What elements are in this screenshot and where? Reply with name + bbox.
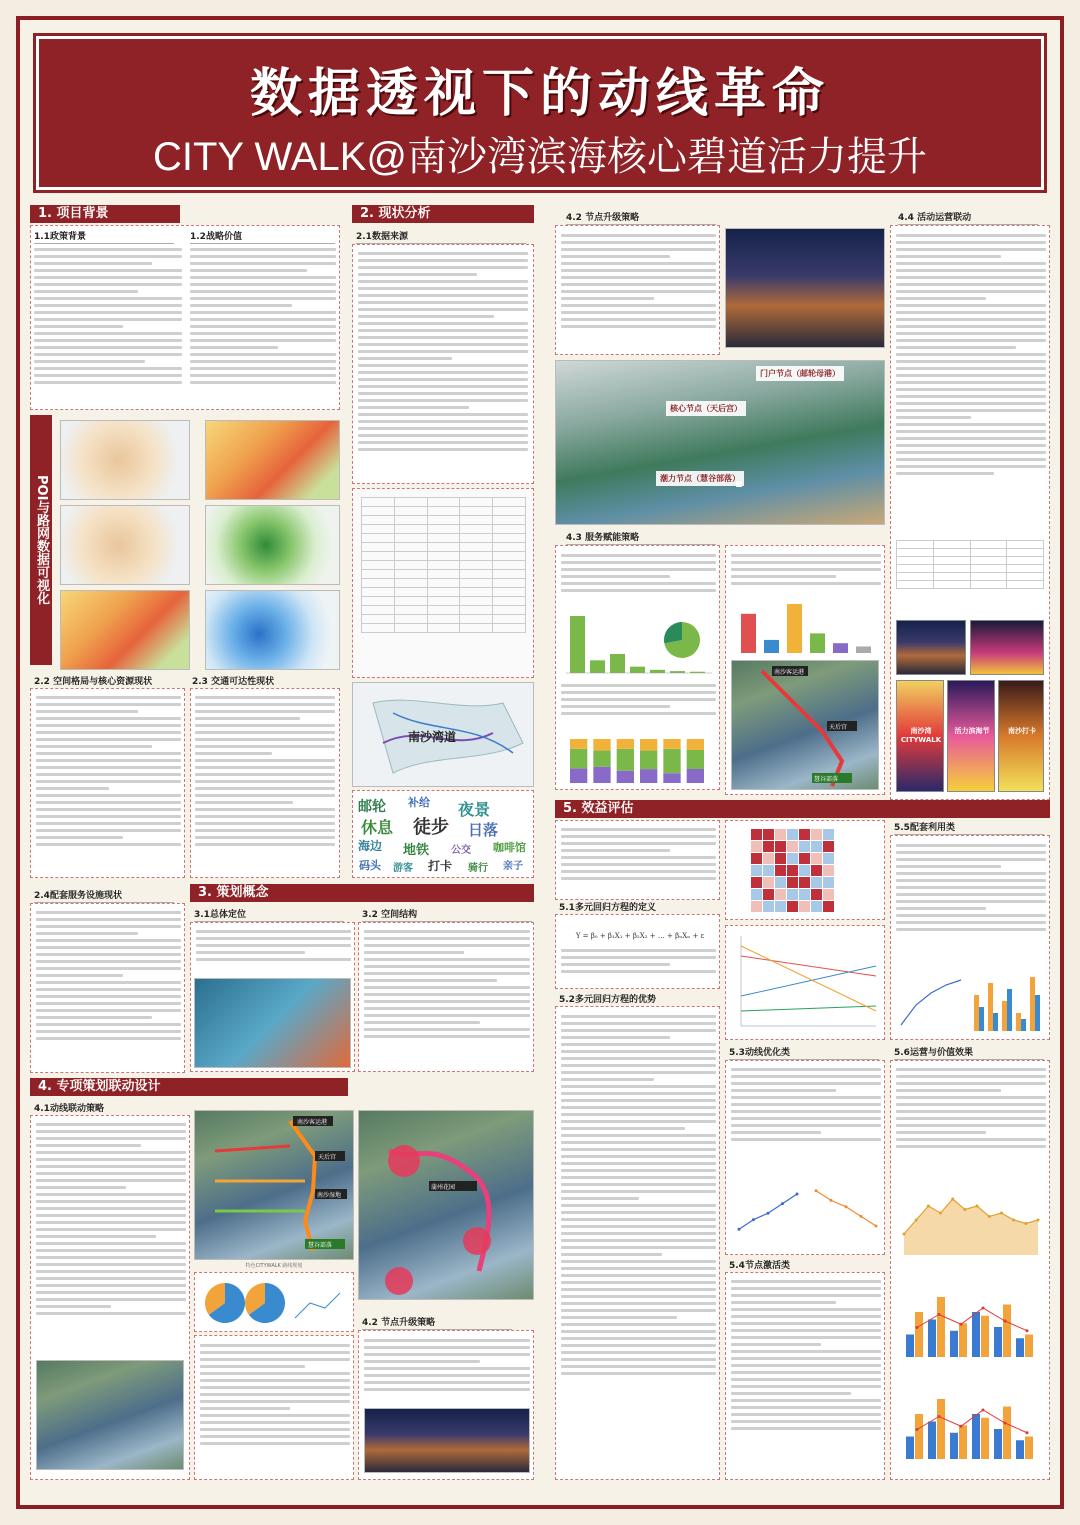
bar bbox=[741, 614, 756, 653]
heatmap-cell bbox=[823, 901, 834, 912]
line bbox=[739, 1194, 797, 1229]
bar bbox=[937, 1399, 945, 1459]
heatmap-cell bbox=[787, 841, 798, 852]
bar bbox=[650, 670, 665, 673]
node-label: 南沙湿地 bbox=[317, 1192, 342, 1199]
word: 休息 bbox=[361, 818, 394, 837]
aerial-render bbox=[555, 360, 885, 525]
word: 补给 bbox=[408, 796, 430, 809]
stack-segment bbox=[687, 750, 704, 769]
main-subtitle: CITY WALK@南沙湾滨海核心碧道活力提升 bbox=[153, 135, 927, 179]
bar bbox=[856, 646, 871, 653]
word: 徒步 bbox=[413, 817, 449, 838]
point bbox=[916, 1428, 919, 1431]
bar bbox=[1021, 1019, 1026, 1031]
bar bbox=[610, 654, 625, 673]
stack-segment bbox=[617, 739, 634, 749]
line bbox=[901, 980, 961, 1025]
point bbox=[752, 1218, 755, 1221]
heatmap-cell bbox=[823, 865, 834, 876]
poi-map-3 bbox=[60, 505, 190, 585]
heatmap-cell bbox=[823, 841, 834, 852]
point bbox=[960, 1425, 963, 1428]
point bbox=[1037, 1219, 1040, 1222]
service-route-svg bbox=[732, 661, 879, 790]
route-opt-chart-1 bbox=[731, 1170, 801, 1250]
subsection-regression-def: 5.1多元回归方程的定义 bbox=[559, 900, 719, 915]
correlation-heatmap-panel bbox=[725, 820, 885, 920]
subsection-route-linkage: 4.1动线联动策略 bbox=[34, 1101, 184, 1116]
bar bbox=[974, 995, 979, 1031]
heatmap-cell bbox=[763, 829, 774, 840]
heatmap-cell bbox=[811, 865, 822, 876]
point bbox=[860, 1215, 863, 1218]
bar bbox=[972, 1312, 980, 1357]
point bbox=[982, 1409, 985, 1412]
poi-map-2 bbox=[205, 420, 340, 500]
correlation-heatmap bbox=[726, 821, 886, 921]
node-label: 南沙客运港 bbox=[774, 669, 805, 676]
bar bbox=[787, 604, 802, 653]
evaluation-intro-text bbox=[561, 824, 716, 896]
word: 夜景 bbox=[458, 800, 491, 819]
stack-segment bbox=[663, 739, 680, 749]
bar bbox=[915, 1312, 923, 1357]
bar bbox=[590, 660, 605, 673]
node-strategy-text-a bbox=[200, 1340, 350, 1475]
bar bbox=[1003, 1305, 1011, 1358]
point bbox=[1026, 1329, 1029, 1332]
point bbox=[875, 1225, 878, 1228]
subsection-regression-adv: 5.2多元回归方程的优势 bbox=[559, 992, 719, 1007]
citywalk-route-caption: 特色CITYWALK 路线规划 bbox=[245, 1263, 303, 1269]
route-charts bbox=[194, 1272, 354, 1332]
pie-slice bbox=[664, 622, 682, 643]
bar bbox=[906, 1437, 914, 1460]
facility-use-bars bbox=[970, 965, 1045, 1035]
title-banner bbox=[36, 36, 1044, 190]
bar bbox=[937, 1297, 945, 1357]
word: 打卡 bbox=[428, 859, 453, 873]
bar bbox=[1016, 1013, 1021, 1031]
heatmap-cell bbox=[787, 877, 798, 888]
service-text-left-2 bbox=[561, 680, 716, 730]
point bbox=[767, 1212, 770, 1215]
word: 公交 bbox=[451, 845, 471, 856]
word: 咖啡馆 bbox=[493, 841, 526, 854]
subsection-data-source: 2.1数据来源 bbox=[356, 229, 526, 244]
node-label: 南沙客运港 bbox=[297, 1119, 328, 1126]
heatmap-cell bbox=[751, 901, 762, 912]
bar bbox=[972, 1414, 980, 1459]
stack-segment bbox=[663, 773, 680, 783]
subsection-operation-value: 5.6运营与价值效果 bbox=[894, 1045, 1044, 1060]
event-poster-3 bbox=[998, 680, 1044, 792]
heatmap-cell bbox=[751, 889, 762, 900]
bar bbox=[1003, 1407, 1011, 1460]
point bbox=[781, 1202, 784, 1205]
heatmap-cell bbox=[799, 853, 810, 864]
operation-bar-chart-2 bbox=[896, 1372, 1044, 1472]
point bbox=[963, 1208, 966, 1211]
heatmap-cell bbox=[811, 829, 822, 840]
bar bbox=[959, 1323, 967, 1357]
bar bbox=[981, 1418, 989, 1459]
heatmap-cell bbox=[763, 853, 774, 864]
heatmap-cell bbox=[787, 901, 798, 912]
heatmap-cell bbox=[763, 877, 774, 888]
spatial-text bbox=[36, 692, 181, 874]
bar bbox=[764, 640, 779, 653]
word: 游客 bbox=[393, 863, 413, 874]
regression-line-chart bbox=[726, 926, 886, 1041]
bar bbox=[1035, 995, 1040, 1031]
section-header-concept: 3. 策划概念 bbox=[190, 884, 534, 902]
event-poster-3-title: 南沙打卡 bbox=[1008, 727, 1036, 735]
bar bbox=[630, 667, 645, 673]
point bbox=[1024, 1222, 1027, 1225]
data-table bbox=[361, 497, 526, 633]
point bbox=[1000, 1212, 1003, 1215]
bar bbox=[950, 1331, 958, 1357]
event-poster-1 bbox=[896, 680, 944, 792]
bar bbox=[1025, 1437, 1033, 1460]
point bbox=[738, 1228, 741, 1231]
main-title: 数据透视下的动线革命 bbox=[249, 64, 830, 124]
facility-use-curve bbox=[896, 965, 966, 1035]
heatmap-cell bbox=[775, 841, 786, 852]
line bbox=[816, 1191, 876, 1226]
heatmap-cell bbox=[775, 865, 786, 876]
heatmap-cell bbox=[799, 877, 810, 888]
point bbox=[927, 1205, 930, 1208]
subsection-structure: 3.2 空间结构 bbox=[362, 907, 532, 922]
heatmap-cell bbox=[823, 829, 834, 840]
section-header-design: 4. 专项策划联动设计 bbox=[30, 1078, 348, 1096]
subsection-node-upgrade: 4.2 节点升级策略 bbox=[566, 210, 716, 225]
bar bbox=[993, 1013, 998, 1031]
event-photo-1 bbox=[896, 620, 966, 675]
bar bbox=[1002, 1001, 1007, 1031]
stack-segment bbox=[593, 739, 610, 751]
bar bbox=[1007, 989, 1012, 1031]
route-map bbox=[352, 682, 534, 787]
poi-map-1 bbox=[60, 420, 190, 500]
operation-line-chart bbox=[896, 1175, 1044, 1265]
event-poster-1-title: 南沙湾CITYWALK bbox=[900, 727, 942, 744]
word: 地铁 bbox=[403, 843, 430, 858]
word: 码头 bbox=[359, 859, 381, 872]
heatmap-cell bbox=[799, 841, 810, 852]
heatmap-cell bbox=[775, 889, 786, 900]
section-header-background: 1. 项目背景 bbox=[30, 205, 180, 223]
subsection-route-opt: 5.3动线优化类 bbox=[729, 1045, 879, 1060]
node-upgrade-text bbox=[561, 230, 716, 352]
heatmap-cell bbox=[751, 841, 762, 852]
operation-bar-chart-1 bbox=[896, 1270, 1044, 1365]
facility-use-text bbox=[896, 840, 1046, 960]
word-cloud bbox=[352, 790, 534, 878]
heatmap-cell bbox=[787, 889, 798, 900]
subsection-positioning: 3.1总体定位 bbox=[194, 907, 344, 922]
heatmap-cell bbox=[823, 853, 834, 864]
route-linkage-satellite bbox=[36, 1360, 184, 1470]
subsection-facility: 2.4配套服务设施现状 bbox=[34, 888, 174, 903]
point bbox=[1004, 1422, 1007, 1425]
bar bbox=[1016, 1338, 1024, 1357]
point bbox=[916, 1326, 919, 1329]
subsection-service: 4.3 服务赋能策略 bbox=[566, 530, 716, 545]
bar bbox=[979, 1007, 984, 1031]
point bbox=[1026, 1431, 1029, 1434]
subsection-spatial: 2.2 空间格局与核心资源现状 bbox=[34, 674, 184, 689]
heatmap-cell bbox=[787, 865, 798, 876]
bar bbox=[670, 671, 685, 673]
node-label: 天后宫 bbox=[829, 724, 848, 731]
line bbox=[295, 1293, 340, 1318]
node-label: 天后宫 bbox=[318, 1154, 337, 1161]
node-label: 蒲州花园 bbox=[431, 1184, 456, 1191]
stack-segment bbox=[687, 739, 704, 750]
heatmap-cell bbox=[799, 889, 810, 900]
node-strategy-text-b bbox=[364, 1335, 530, 1405]
regression-formula: Y = β₀ + β₁X₁ + β₂X₂ + … + βₙXₙ + ε bbox=[575, 932, 705, 940]
event-poster-2-title: 活力滨海节 bbox=[954, 727, 990, 735]
bar bbox=[994, 1327, 1002, 1357]
subsection-events: 4.4 活动运营联动 bbox=[898, 210, 1038, 225]
heatmap-cell bbox=[799, 901, 810, 912]
heatmap-cell bbox=[775, 901, 786, 912]
heatmap-cell bbox=[775, 877, 786, 888]
subsection-strategy: 1.2战略价值 bbox=[190, 229, 335, 244]
bar bbox=[915, 1414, 923, 1459]
node-upgrade-svg bbox=[359, 1111, 534, 1300]
traffic-text bbox=[195, 692, 335, 874]
night-street-render bbox=[725, 228, 885, 348]
point bbox=[830, 1199, 833, 1202]
heatmap-cell bbox=[811, 877, 822, 888]
point bbox=[796, 1193, 799, 1196]
heatmap-cell bbox=[775, 829, 786, 840]
heatmap-cell bbox=[751, 877, 762, 888]
bar bbox=[959, 1425, 967, 1459]
facility-text bbox=[36, 907, 181, 1069]
poi-vertical-label: POI与路网数据可视化 bbox=[30, 415, 52, 665]
heatmap-cell bbox=[775, 853, 786, 864]
poi-map-4 bbox=[205, 505, 340, 585]
heatmap-cell bbox=[811, 901, 822, 912]
point bbox=[939, 1212, 942, 1215]
heatmap-cell bbox=[751, 865, 762, 876]
point bbox=[988, 1215, 991, 1218]
node-activation-text bbox=[731, 1276, 881, 1476]
citywalk-route-svg bbox=[195, 1111, 354, 1260]
heatmap-cell bbox=[751, 853, 762, 864]
heatmap-cell bbox=[811, 889, 822, 900]
bar bbox=[928, 1422, 936, 1460]
regression-def-text bbox=[561, 945, 716, 985]
subsection-policy: 1.1政策背景 bbox=[34, 229, 174, 244]
point bbox=[915, 1219, 918, 1222]
positioning-text bbox=[196, 926, 351, 974]
service-route-map bbox=[731, 660, 879, 790]
route-linkage-text bbox=[36, 1119, 186, 1354]
route-map-svg bbox=[353, 683, 534, 787]
subsection-node-upgrade-b: 4.2 节点升级策略 bbox=[362, 1315, 512, 1330]
word: 日落 bbox=[468, 821, 499, 839]
bar bbox=[994, 1429, 1002, 1459]
word: 海边 bbox=[358, 839, 383, 853]
event-poster-2 bbox=[947, 680, 995, 792]
heatmap-cell bbox=[787, 853, 798, 864]
heatmap-cell bbox=[799, 865, 810, 876]
point bbox=[951, 1198, 954, 1201]
regression-adv-text bbox=[561, 1011, 716, 1476]
service-right-bar-chart bbox=[732, 600, 880, 655]
service-text-right bbox=[731, 550, 881, 600]
point bbox=[938, 1313, 941, 1316]
heatmap-cell bbox=[811, 853, 822, 864]
data-source-text bbox=[358, 248, 528, 483]
route-pie-chart bbox=[195, 1273, 355, 1333]
point bbox=[845, 1205, 848, 1208]
point bbox=[815, 1189, 818, 1192]
route-opt-chart-2 bbox=[808, 1170, 880, 1250]
heatmap-cell bbox=[823, 877, 834, 888]
core-node-label: 核心节点（天后宫） bbox=[666, 401, 746, 416]
strategy-text bbox=[190, 244, 336, 404]
structure-text bbox=[364, 926, 530, 1068]
heatmap-cell bbox=[799, 829, 810, 840]
heatmap-cell bbox=[763, 841, 774, 852]
point bbox=[1012, 1219, 1015, 1222]
point bbox=[960, 1323, 963, 1326]
subsection-facility-use: 5.5配套利用类 bbox=[894, 820, 1044, 835]
stack-segment bbox=[663, 749, 680, 773]
bar bbox=[906, 1335, 914, 1358]
poi-map-5 bbox=[60, 590, 190, 670]
event-photo-2 bbox=[970, 620, 1044, 675]
poi-map-6 bbox=[205, 590, 340, 670]
node-label: 慧谷部落 bbox=[814, 776, 839, 783]
heatmap-cell bbox=[763, 889, 774, 900]
node-label: 慧谷部落 bbox=[308, 1242, 333, 1249]
bar bbox=[988, 983, 993, 1031]
subsection-traffic: 2.3 交通可达性现状 bbox=[192, 674, 340, 689]
heatmap-cell bbox=[811, 841, 822, 852]
heatmap-cell bbox=[787, 829, 798, 840]
stack-segment bbox=[640, 769, 657, 783]
stack-segment bbox=[593, 751, 610, 767]
service-bar-chart bbox=[562, 610, 712, 675]
stack-segment bbox=[617, 749, 634, 771]
heatmap-cell bbox=[823, 889, 834, 900]
point bbox=[982, 1307, 985, 1310]
stack-segment bbox=[640, 739, 657, 751]
section-header-evaluation: 5. 效益评估 bbox=[555, 800, 1050, 818]
stack-segment bbox=[687, 769, 704, 783]
stack-segment bbox=[570, 749, 587, 769]
policy-text bbox=[34, 244, 182, 404]
bar bbox=[810, 633, 825, 653]
events-table bbox=[896, 540, 1044, 589]
route-opt-text bbox=[731, 1064, 881, 1164]
bar bbox=[1025, 1335, 1033, 1358]
heatmap-cell bbox=[763, 865, 774, 876]
stack-segment bbox=[593, 767, 610, 783]
bar bbox=[1030, 977, 1035, 1031]
heatmap-cell bbox=[763, 901, 774, 912]
route-map-label: 南沙湾道 bbox=[408, 730, 457, 744]
citywalk-route-map bbox=[194, 1110, 354, 1260]
bar bbox=[570, 616, 585, 673]
stack-segment bbox=[570, 768, 587, 783]
bar bbox=[928, 1320, 936, 1358]
point bbox=[976, 1205, 979, 1208]
point bbox=[938, 1415, 941, 1418]
heatmap-cell bbox=[751, 829, 762, 840]
beach-node-label: 潮力节点（慧谷部落） bbox=[656, 471, 744, 486]
portal-node-label: 门户节点（邮轮母港） bbox=[756, 366, 844, 381]
word: 邮轮 bbox=[358, 799, 386, 815]
bar bbox=[1016, 1440, 1024, 1459]
regression-line-panel bbox=[725, 925, 885, 1040]
node-night-render bbox=[364, 1408, 530, 1473]
data-table-panel bbox=[352, 488, 534, 678]
stack-segment bbox=[617, 771, 634, 783]
positioning-graphic bbox=[194, 978, 351, 1068]
bar bbox=[833, 643, 848, 653]
bar bbox=[950, 1433, 958, 1459]
stack-segment bbox=[570, 739, 587, 749]
point bbox=[1004, 1320, 1007, 1323]
events-text bbox=[896, 230, 1046, 530]
node-upgrade-map bbox=[358, 1110, 534, 1300]
point bbox=[903, 1233, 906, 1236]
subsection-node-activation: 5.4节点激活类 bbox=[729, 1258, 879, 1273]
service-text-left bbox=[561, 550, 716, 605]
stack-segment bbox=[640, 751, 657, 770]
word: 亲子 bbox=[503, 861, 523, 872]
operation-value-text bbox=[896, 1064, 1046, 1169]
word: 骑行 bbox=[468, 863, 488, 874]
service-stacked-chart bbox=[562, 735, 712, 785]
section-header-status: 2. 现状分析 bbox=[352, 205, 534, 223]
bar bbox=[981, 1316, 989, 1357]
